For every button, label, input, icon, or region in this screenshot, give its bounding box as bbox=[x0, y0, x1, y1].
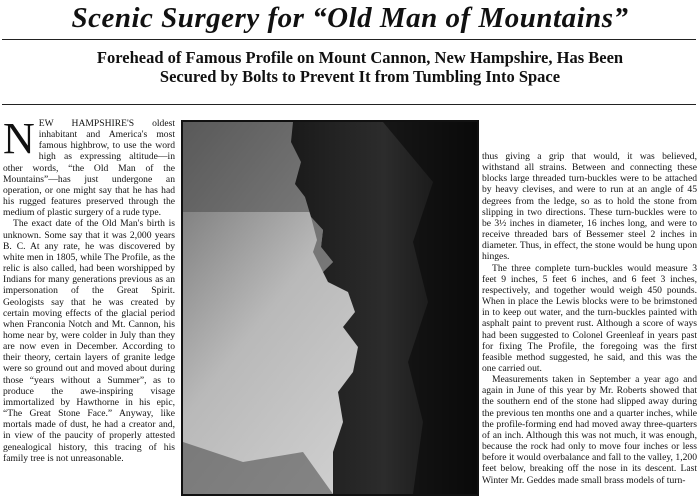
profile-photograph bbox=[181, 120, 479, 496]
subheadline: Forehead of Famous Profile on Mount Cannon, New Hampshire, Has Been Secured by Bolts to Prevent It from Tumbling Into Space bbox=[96, 48, 624, 86]
headline: Scenic Surgery for “Old Man of Mountains” bbox=[71, 2, 629, 34]
top-rule bbox=[2, 39, 696, 40]
article-column-1 bbox=[3, 118, 175, 498]
paragraph-text: EW HAMPSHIRE'S oldest inhabitant and America's most famous highbrow, to use the word high as expressing altitude—in other words, “the Old Man of the Mountains”—has just undergone an operation, or one might say that he has had his rugged features preserved through the medium of plastic surgery of a rude type. bbox=[3, 118, 175, 219]
mountain-profile-image bbox=[183, 122, 477, 494]
paragraph: The exact date of the Old Man's birth is unknown. Some say that it was 2,000 years B. C. At any rate, he was discovered by white men in 1805, while The Profile, as the relic is also called, had been worshipped by Indians for many generations previous as an impersonation of the Great Spirit. Geologists say that he was created by certain moving effects of the glacial period when Franconia Notch and Mt. Cannon, his home near by, were colder in July than they are now even in December. According to their theory, certain layers of granite ledge were so ground out and moved about during those “years without a Summer”, as to produce the awe-inspiring visage immortalized by Hawthorne in his epic, “The Great Stone Face.” Anyway, like mortals made of dust, he had a creator and, in view of the paucity of properly attested genealogical history, this tracing of his family tree is not unreasonable. bbox=[3, 218, 175, 464]
paragraph: Measurements taken in September a year ago and again in June of this year by Mr. Roberts showed that the southern end of the stone had slipped away during the previous ten months one and a quarter inches, while the profile-forming end had moved away three-quarters of an inch. Although this was not much, it was enough, because the rock had only to move four inches or less before it would overbalance and fall to the valley, 1,200 feet below, breaking off the nose in its descent. Last Winter Mr. Geddes made small brass models of turn- bbox=[482, 374, 697, 486]
paragraph bbox=[3, 118, 175, 218]
paragraph: thus giving a grip that would, it was believed, withstand all strains. Between and connecting these blocks large threaded turn-buckles were to be attached by heavy clevises, and were to run at an angle of 45 degrees from the ledge, so as to hold the stone from slipping in two directions. These turn-buckles were to be 3½ inches in diameter, 16 inches long, and were to receive threaded bars of Bessemer steel 2 inches in diameter. Thus, in effect, the stone would be hung upon hinges. bbox=[482, 151, 697, 263]
article-column-3 bbox=[482, 151, 697, 497]
paragraph: The three complete turn-buckles would measure 3 feet 9 inches, 5 feet 6 inches, and 6 feet 3 inches, respectively, and together would weigh 450 pounds. When in place the Lewis blocks were to be brimstoned in to keep out water, and the turn-buckles painted with asphalt paint to prevent rust. Although a score of ways had been suggested to Colonel Greenleaf in years past for fixing The Profile, the foregoing was the first feasible method suggested, he said, and this was the one carried out. bbox=[482, 262, 697, 374]
section-rule bbox=[2, 104, 696, 105]
drop-cap: N bbox=[3, 118, 35, 163]
